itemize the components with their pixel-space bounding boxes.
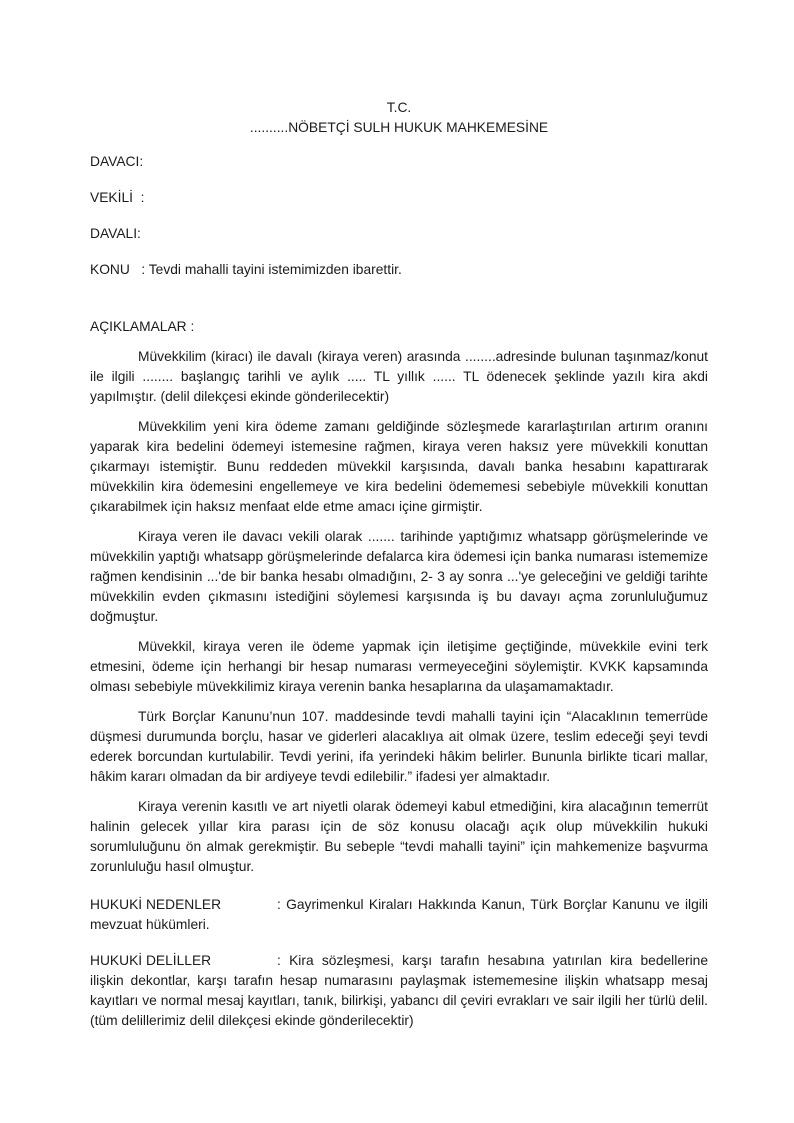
explanation-paragraph-2: Müvekkilim yeni kira ödeme zamanı geldiğinde sözleşmede kararlaştırılan artırım oranını yaparak kira bedelini ödemeyi istemesine rağmen, kiraya veren haksız yere müvekkili konuttan çıkarmayı istemiştir. Bunu reddeden müvekkil karşısında, davalı banka hesabını kapattırarak müvekkilin kira ödemesini engellemeye ve kira bedelini ödememesi sebebiyle müvekkili konuttan çıkarabilmek için haksız menfaat elde etme amacı içine girmiştir. [90, 419, 708, 514]
legal-evidence-section [90, 951, 708, 1031]
explanation-paragraph-6: Kiraya verenin kasıtlı ve art niyetli olarak ödemeyi kabul etmediğini, kira alacağının temerrüt halinin gelecek yıllar kira parası için de söz konusu olacağı açık olup müvekkilin hukuki sorumluluğunu ön almak gerekmiştir. Bu sebeple “tevdi mahalli tayini” için mahkemenize başvurma zorunluluğu hasıl olmuştur. [90, 799, 708, 874]
field-subject: KONU : Tevdi mahalli tayini istemimizden ibarettir. [90, 262, 402, 277]
legal-grounds-section [90, 895, 708, 935]
explanations-heading: AÇIKLAMALAR : [90, 319, 195, 334]
explanation-paragraph-1: Müvekkilim (kiracı) ile davalı (kiraya veren) arasında ........adresinde bulunan taşınmaz/konut ile ilgili ........ başlangıç tarihli ve aylık ..... TL yıllık ...... TL ödenecek şeklinde yazılı kira akdi yapılmıştır. (delil dilekçesi ekinde gönderilecektir) [90, 349, 708, 404]
republic-title: T.C. [386, 100, 412, 115]
explanation-paragraph-5: Türk Borçlar Kanunu’nun 107. maddesinde tevdi mahalli tayini için “Alacaklının temerrüde düşmesi durumunda borçlu, hasar ve giderleri alacaklıya ait olmak üzere, teslim edeceği şeyi tevdi ederek borcundan kurtulabilir. Tevdi yerini, ifa yerindeki hâkim belirler. Bununla birlikte ticari mallar, hâkim kararı olmadan da bir ardiyeye tevdi edilebilir.” ifadesi yer almaktadır. [90, 709, 708, 784]
legal-evidence-label: HUKUKİ DELİLLER [90, 953, 212, 968]
legal-evidence-text: : Kira sözleşmesi, karşı tarafın hesabına yatırılan kira bedellerine ilişkin dekontlar, karşı tarafın hesap numarasını paylaşmak istememesine ilişkin whatsapp mesaj kayıtları ve normal mesaj kayıtları, tanık, bilirkişi, yabancı dil çeviri evrakları ve sair ilgili her türlü delil. (tüm delillerimiz delil dilekçesi ekinde gönderilecektir) [90, 953, 708, 1028]
legal-grounds-label: HUKUKİ NEDENLER [90, 897, 222, 912]
document-header [90, 98, 708, 138]
explanation-paragraph-4: Müvekkil, kiraya veren ile ödeme yapmak için iletişime geçtiğinde, müvekkile evini terk etmesini, ödeme için herhangi bir hesap numarası vermeyeceğini söylemiştir. KVKK kapsamında olması sebebiyle müvekkilimiz kiraya verenin banka hesaplarına da ulaşamamaktadır. [90, 639, 708, 694]
court-title: ..........NÖBETÇİ SULH HUKUK MAHKEMESİNE [249, 120, 549, 135]
field-plaintiff: DAVACI: [90, 154, 144, 169]
field-defendant: DAVALI: [90, 226, 141, 241]
explanation-paragraph-3: Kiraya veren ile davacı vekili olarak ....... tarihinde yaptığımız whatsapp görüşmelerinde ve müvekkilin yaptığı whatsapp görüşmelerinde defalarca kira ödemesi için banka numarası istememize rağmen kendisinin ...'de bir banka hesabı olmadığını, 2- 3 ay sonra ...'ye geleceğini ve geldiği tarihte müvekkilin evden çıkmasını istediğini söylemesi karşısında iş bu davayı açma zorunluluğumuz doğmuştur. [90, 529, 708, 624]
field-attorney: VEKİLİ : [90, 190, 145, 205]
legal-grounds-text: : Gayrimenkul Kiraları Hakkında Kanun, Türk Borçlar Kanunu ve ilgili mevzuat hükümleri. [90, 897, 708, 932]
